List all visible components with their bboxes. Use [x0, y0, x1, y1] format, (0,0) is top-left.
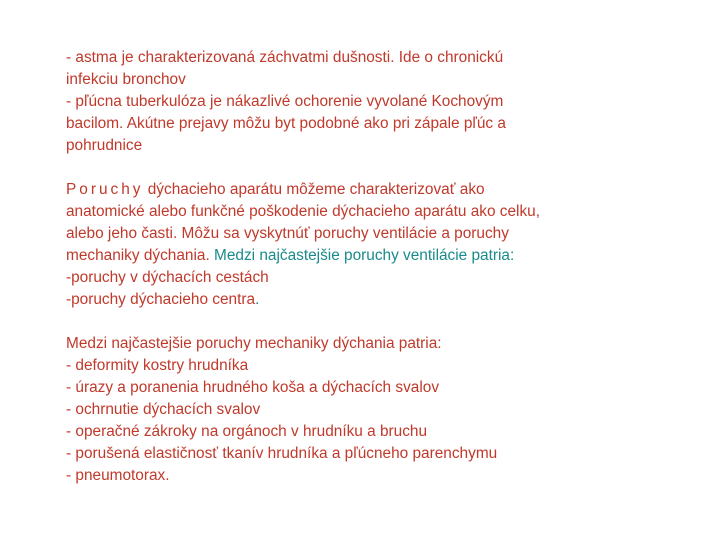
list-item: - pneumotorax. [66, 467, 170, 484]
text-line [66, 245, 656, 267]
list-item: - ochrnutie dýchacích svalov [66, 401, 261, 418]
text-fragment-teal: Medzi najčastejšie poruchy ventilácie patria: [214, 247, 515, 264]
text-line [66, 289, 656, 311]
list-item: - deformity kostry hrudníka [66, 357, 249, 374]
text-fragment: dýchacieho aparátu môžeme charakterizovať ako [143, 181, 485, 198]
list-item: - úrazy a poranenia hrudného koša a dýchacích svalov [66, 379, 440, 396]
text-line: pohrudnice [66, 137, 143, 154]
text-fragment-teal: . [255, 291, 260, 308]
list-item: - operačné zákroky na orgánoch v hrudníku a bruchu [66, 423, 428, 440]
text-line: - pľúcna tuberkulóza je nákazlivé ochorenie vyvolané Kochovým [66, 93, 504, 110]
text-line: infekciu bronchov [66, 71, 186, 88]
text-fragment: mechaniky dýchania. [66, 247, 214, 264]
slide-content [66, 47, 656, 487]
paragraph-disorders [66, 179, 656, 311]
spaced-word: Poruchy [66, 181, 144, 198]
text-line: bacilom. Akútne prejavy môžu byt podobné ako pri zápale pľúc a [66, 115, 506, 132]
paragraph-mechanics [66, 333, 656, 487]
text-line: -poruchy v dýchacích cestách [66, 269, 269, 286]
list-item: - porušená elastičnosť tkanív hrudníka a pľúcneho parenchymu [66, 445, 498, 462]
paragraph-diseases [66, 47, 656, 157]
text-line: alebo jeho časti. Môžu sa vyskytnúť poruchy ventilácie a poruchy [66, 225, 509, 242]
text-line: anatomické alebo funkčné poškodenie dýchacieho aparátu ako celku, [66, 203, 541, 220]
text-fragment: -poruchy dýchacieho centra [66, 291, 256, 308]
text-line: - astma je charakterizovaná záchvatmi dušnosti. Ide o chronickú [66, 49, 504, 66]
text-line: Medzi najčastejšie poruchy mechaniky dýchania patria: [66, 335, 442, 352]
text-line [66, 179, 656, 201]
